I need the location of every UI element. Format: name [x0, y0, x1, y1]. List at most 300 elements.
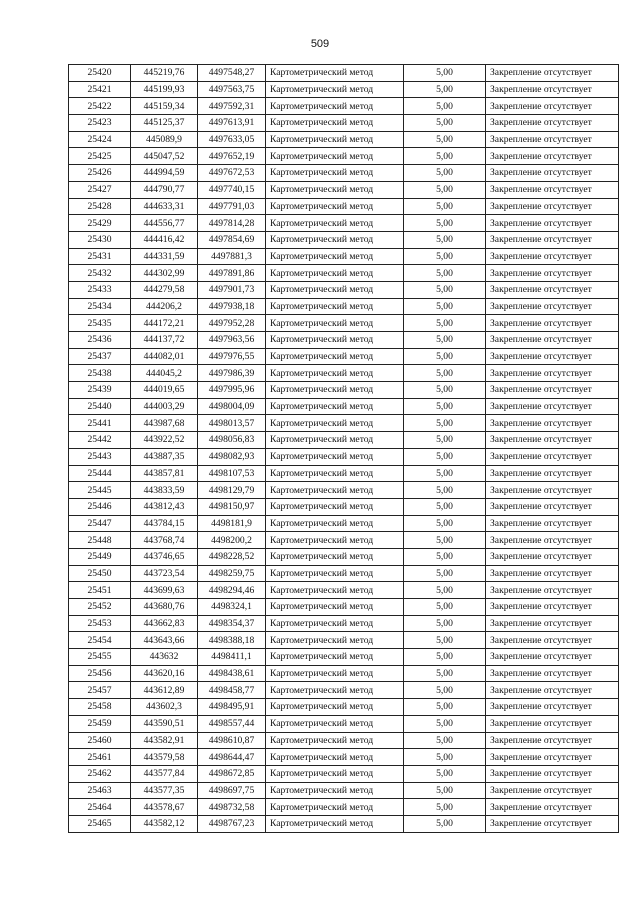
table-row: [69, 298, 619, 315]
fixing-description-cell: Закрепление отсутствует: [486, 565, 619, 582]
table-body: [69, 65, 619, 833]
table-row: [69, 448, 619, 465]
method-cell: Картометрический метод: [266, 498, 404, 515]
point-number-cell: 25436: [69, 332, 131, 349]
y-coordinate-cell: 4497563,75: [198, 81, 266, 98]
method-cell: Картометрический метод: [266, 415, 404, 432]
fixing-description-cell: Закрепление отсутствует: [486, 782, 619, 799]
fixing-description-cell: Закрепление отсутствует: [486, 81, 619, 98]
y-coordinate-cell: 4498732,58: [198, 799, 266, 816]
fixing-description-cell: Закрепление отсутствует: [486, 615, 619, 632]
x-coordinate-cell: 443578,67: [131, 799, 198, 816]
accuracy-cell: 5,00: [404, 332, 486, 349]
point-number-cell: 25435: [69, 315, 131, 332]
point-number-cell: 25451: [69, 582, 131, 599]
point-number-cell: 25453: [69, 615, 131, 632]
method-cell: Картометрический метод: [266, 482, 404, 499]
table-row: [69, 582, 619, 599]
table-row: [69, 215, 619, 232]
method-cell: Картометрический метод: [266, 315, 404, 332]
method-cell: Картометрический метод: [266, 265, 404, 282]
table-row: [69, 465, 619, 482]
table-row: [69, 565, 619, 582]
method-cell: Картометрический метод: [266, 382, 404, 399]
x-coordinate-cell: 443590,51: [131, 715, 198, 732]
method-cell: Картометрический метод: [266, 665, 404, 682]
fixing-description-cell: Закрепление отсутствует: [486, 315, 619, 332]
fixing-description-cell: Закрепление отсутствует: [486, 248, 619, 265]
fixing-description-cell: Закрепление отсутствует: [486, 265, 619, 282]
point-number-cell: 25439: [69, 382, 131, 399]
x-coordinate-cell: 444556,77: [131, 215, 198, 232]
fixing-description-cell: Закрепление отсутствует: [486, 281, 619, 298]
point-number-cell: 25445: [69, 482, 131, 499]
table-row: [69, 398, 619, 415]
y-coordinate-cell: 4497740,15: [198, 181, 266, 198]
point-number-cell: 25459: [69, 715, 131, 732]
method-cell: Картометрический метод: [266, 432, 404, 449]
y-coordinate-cell: 4498458,77: [198, 682, 266, 699]
point-number-cell: 25456: [69, 665, 131, 682]
fixing-description-cell: Закрепление отсутствует: [486, 482, 619, 499]
x-coordinate-cell: 444302,99: [131, 265, 198, 282]
method-cell: Картометрический метод: [266, 248, 404, 265]
accuracy-cell: 5,00: [404, 432, 486, 449]
y-coordinate-cell: 4497633,05: [198, 131, 266, 148]
fixing-description-cell: Закрепление отсутствует: [486, 165, 619, 182]
table-row: [69, 181, 619, 198]
x-coordinate-cell: 445219,76: [131, 65, 198, 82]
page-number: 509: [310, 38, 330, 50]
table-row: [69, 649, 619, 666]
fixing-description-cell: Закрепление отсутствует: [486, 799, 619, 816]
point-number-cell: 25461: [69, 749, 131, 766]
point-number-cell: 25427: [69, 181, 131, 198]
method-cell: Картометрический метод: [266, 448, 404, 465]
y-coordinate-cell: 4497891,86: [198, 265, 266, 282]
y-coordinate-cell: 4497548,27: [198, 65, 266, 82]
table-row: [69, 131, 619, 148]
x-coordinate-cell: 443922,52: [131, 432, 198, 449]
point-number-cell: 25450: [69, 565, 131, 582]
x-coordinate-cell: 444206,2: [131, 298, 198, 315]
x-coordinate-cell: 444279,58: [131, 281, 198, 298]
method-cell: Картометрический метод: [266, 115, 404, 132]
fixing-description-cell: Закрепление отсутствует: [486, 649, 619, 666]
table-row: [69, 315, 619, 332]
fixing-description-cell: Закрепление отсутствует: [486, 148, 619, 165]
x-coordinate-cell: 443833,59: [131, 482, 198, 499]
point-number-cell: 25447: [69, 515, 131, 532]
method-cell: Картометрический метод: [266, 365, 404, 382]
table-row: [69, 65, 619, 82]
fixing-description-cell: Закрепление отсутствует: [486, 699, 619, 716]
method-cell: Картометрический метод: [266, 181, 404, 198]
table-row: [69, 515, 619, 532]
point-number-cell: 25457: [69, 682, 131, 699]
point-number-cell: 25420: [69, 65, 131, 82]
table-row: [69, 98, 619, 115]
accuracy-cell: 5,00: [404, 649, 486, 666]
fixing-description-cell: Закрепление отсутствует: [486, 98, 619, 115]
method-cell: Картометрический метод: [266, 65, 404, 82]
fixing-description-cell: Закрепление отсутствует: [486, 298, 619, 315]
accuracy-cell: 5,00: [404, 532, 486, 549]
point-number-cell: 25463: [69, 782, 131, 799]
method-cell: Картометрический метод: [266, 231, 404, 248]
table-row: [69, 615, 619, 632]
y-coordinate-cell: 4498107,53: [198, 465, 266, 482]
x-coordinate-cell: 444416,42: [131, 231, 198, 248]
accuracy-cell: 5,00: [404, 298, 486, 315]
fixing-description-cell: Закрепление отсутствует: [486, 465, 619, 482]
accuracy-cell: 5,00: [404, 115, 486, 132]
fixing-description-cell: Закрепление отсутствует: [486, 665, 619, 682]
method-cell: Картометрический метод: [266, 298, 404, 315]
point-number-cell: 25462: [69, 765, 131, 782]
accuracy-cell: 5,00: [404, 448, 486, 465]
method-cell: Картометрический метод: [266, 348, 404, 365]
accuracy-cell: 5,00: [404, 131, 486, 148]
table-row: [69, 599, 619, 616]
x-coordinate-cell: 443987,68: [131, 415, 198, 432]
y-coordinate-cell: 4498259,75: [198, 565, 266, 582]
x-coordinate-cell: 443632: [131, 649, 198, 666]
fixing-description-cell: Закрепление отсутствует: [486, 765, 619, 782]
accuracy-cell: 5,00: [404, 599, 486, 616]
method-cell: Картометрический метод: [266, 332, 404, 349]
fixing-description-cell: Закрепление отсутствует: [486, 231, 619, 248]
y-coordinate-cell: 4497881,3: [198, 248, 266, 265]
point-number-cell: 25449: [69, 548, 131, 565]
fixing-description-cell: Закрепление отсутствует: [486, 448, 619, 465]
point-number-cell: 25454: [69, 632, 131, 649]
fixing-description-cell: Закрепление отсутствует: [486, 415, 619, 432]
y-coordinate-cell: 4498129,79: [198, 482, 266, 499]
point-number-cell: 25443: [69, 448, 131, 465]
point-number-cell: 25442: [69, 432, 131, 449]
point-number-cell: 25440: [69, 398, 131, 415]
x-coordinate-cell: 445125,37: [131, 115, 198, 132]
y-coordinate-cell: 4497952,28: [198, 315, 266, 332]
point-number-cell: 25441: [69, 415, 131, 432]
method-cell: Картометрический метод: [266, 782, 404, 799]
point-number-cell: 25458: [69, 699, 131, 716]
point-number-cell: 25433: [69, 281, 131, 298]
x-coordinate-cell: 443768,74: [131, 532, 198, 549]
point-number-cell: 25444: [69, 465, 131, 482]
y-coordinate-cell: 4497995,96: [198, 382, 266, 399]
accuracy-cell: 5,00: [404, 165, 486, 182]
x-coordinate-cell: 444045,2: [131, 365, 198, 382]
accuracy-cell: 5,00: [404, 98, 486, 115]
fixing-description-cell: Закрепление отсутствует: [486, 398, 619, 415]
table-row: [69, 115, 619, 132]
x-coordinate-cell: 444633,31: [131, 198, 198, 215]
table-row: [69, 265, 619, 282]
accuracy-cell: 5,00: [404, 148, 486, 165]
y-coordinate-cell: 4497938,18: [198, 298, 266, 315]
accuracy-cell: 5,00: [404, 215, 486, 232]
table-row: [69, 148, 619, 165]
point-number-cell: 25421: [69, 81, 131, 98]
x-coordinate-cell: 444172,21: [131, 315, 198, 332]
y-coordinate-cell: 4498495,91: [198, 699, 266, 716]
x-coordinate-cell: 444019,65: [131, 382, 198, 399]
y-coordinate-cell: 4498557,44: [198, 715, 266, 732]
point-number-cell: 25425: [69, 148, 131, 165]
accuracy-cell: 5,00: [404, 749, 486, 766]
x-coordinate-cell: 443582,12: [131, 815, 198, 832]
point-number-cell: 25434: [69, 298, 131, 315]
fixing-description-cell: Закрепление отсутствует: [486, 348, 619, 365]
table-row: [69, 415, 619, 432]
fixing-description-cell: Закрепление отсутствует: [486, 365, 619, 382]
table-row: [69, 231, 619, 248]
x-coordinate-cell: 443812,43: [131, 498, 198, 515]
point-number-cell: 25438: [69, 365, 131, 382]
method-cell: Картометрический метод: [266, 715, 404, 732]
method-cell: Картометрический метод: [266, 582, 404, 599]
point-number-cell: 25465: [69, 815, 131, 832]
x-coordinate-cell: 444082,01: [131, 348, 198, 365]
point-number-cell: 25448: [69, 532, 131, 549]
fixing-description-cell: Закрепление отсутствует: [486, 682, 619, 699]
x-coordinate-cell: 445047,52: [131, 148, 198, 165]
fixing-description-cell: Закрепление отсутствует: [486, 582, 619, 599]
fixing-description-cell: Закрепление отсутствует: [486, 515, 619, 532]
x-coordinate-cell: 444790,77: [131, 181, 198, 198]
fixing-description-cell: Закрепление отсутствует: [486, 715, 619, 732]
y-coordinate-cell: 4498082,93: [198, 448, 266, 465]
accuracy-cell: 5,00: [404, 699, 486, 716]
accuracy-cell: 5,00: [404, 582, 486, 599]
accuracy-cell: 5,00: [404, 465, 486, 482]
fixing-description-cell: Закрепление отсутствует: [486, 732, 619, 749]
fixing-description-cell: Закрепление отсутствует: [486, 599, 619, 616]
x-coordinate-cell: 443662,83: [131, 615, 198, 632]
accuracy-cell: 5,00: [404, 682, 486, 699]
table-row: [69, 332, 619, 349]
accuracy-cell: 5,00: [404, 65, 486, 82]
y-coordinate-cell: 4498004,09: [198, 398, 266, 415]
x-coordinate-cell: 444994,59: [131, 165, 198, 182]
fixing-description-cell: Закрепление отсутствует: [486, 65, 619, 82]
accuracy-cell: 5,00: [404, 665, 486, 682]
table-row: [69, 498, 619, 515]
accuracy-cell: 5,00: [404, 248, 486, 265]
accuracy-cell: 5,00: [404, 782, 486, 799]
method-cell: Картометрический метод: [266, 815, 404, 832]
y-coordinate-cell: 4497672,53: [198, 165, 266, 182]
accuracy-cell: 5,00: [404, 482, 486, 499]
method-cell: Картометрический метод: [266, 98, 404, 115]
x-coordinate-cell: 443784,15: [131, 515, 198, 532]
fixing-description-cell: Закрепление отсутствует: [486, 382, 619, 399]
fixing-description-cell: Закрепление отсутствует: [486, 181, 619, 198]
accuracy-cell: 5,00: [404, 81, 486, 98]
accuracy-cell: 5,00: [404, 365, 486, 382]
accuracy-cell: 5,00: [404, 732, 486, 749]
x-coordinate-cell: 445159,34: [131, 98, 198, 115]
table-row: [69, 432, 619, 449]
method-cell: Картометрический метод: [266, 765, 404, 782]
point-number-cell: 25423: [69, 115, 131, 132]
method-cell: Картометрический метод: [266, 165, 404, 182]
accuracy-cell: 5,00: [404, 765, 486, 782]
fixing-description-cell: Закрепление отсутствует: [486, 498, 619, 515]
fixing-description-cell: Закрепление отсутствует: [486, 548, 619, 565]
y-coordinate-cell: 4497854,69: [198, 231, 266, 248]
y-coordinate-cell: 4498697,75: [198, 782, 266, 799]
table-row: [69, 665, 619, 682]
method-cell: Картометрический метод: [266, 615, 404, 632]
point-number-cell: 25446: [69, 498, 131, 515]
x-coordinate-cell: 444137,72: [131, 332, 198, 349]
accuracy-cell: 5,00: [404, 498, 486, 515]
point-number-cell: 25455: [69, 649, 131, 666]
table-row: [69, 732, 619, 749]
x-coordinate-cell: 443857,81: [131, 465, 198, 482]
fixing-description-cell: Закрепление отсутствует: [486, 198, 619, 215]
method-cell: Картометрический метод: [266, 398, 404, 415]
method-cell: Картометрический метод: [266, 682, 404, 699]
table-row: [69, 248, 619, 265]
x-coordinate-cell: 443643,66: [131, 632, 198, 649]
x-coordinate-cell: 443746,65: [131, 548, 198, 565]
point-number-cell: 25437: [69, 348, 131, 365]
table-row: [69, 715, 619, 732]
table-row: [69, 365, 619, 382]
y-coordinate-cell: 4498056,83: [198, 432, 266, 449]
accuracy-cell: 5,00: [404, 265, 486, 282]
y-coordinate-cell: 4498181,9: [198, 515, 266, 532]
fixing-description-cell: Закрепление отсутствует: [486, 115, 619, 132]
y-coordinate-cell: 4498150,97: [198, 498, 266, 515]
accuracy-cell: 5,00: [404, 415, 486, 432]
method-cell: Картометрический метод: [266, 632, 404, 649]
y-coordinate-cell: 4498324,1: [198, 599, 266, 616]
x-coordinate-cell: 443577,35: [131, 782, 198, 799]
y-coordinate-cell: 4497814,28: [198, 215, 266, 232]
x-coordinate-cell: 443582,91: [131, 732, 198, 749]
y-coordinate-cell: 4498610,87: [198, 732, 266, 749]
table-row: [69, 165, 619, 182]
method-cell: Картометрический метод: [266, 515, 404, 532]
point-number-cell: 25431: [69, 248, 131, 265]
accuracy-cell: 5,00: [404, 815, 486, 832]
method-cell: Картометрический метод: [266, 281, 404, 298]
y-coordinate-cell: 4497592,31: [198, 98, 266, 115]
table-row: [69, 799, 619, 816]
accuracy-cell: 5,00: [404, 231, 486, 248]
table-row: [69, 815, 619, 832]
y-coordinate-cell: 4498388,18: [198, 632, 266, 649]
method-cell: Картометрический метод: [266, 532, 404, 549]
x-coordinate-cell: 443887,35: [131, 448, 198, 465]
method-cell: Картометрический метод: [266, 565, 404, 582]
y-coordinate-cell: 4498438,61: [198, 665, 266, 682]
accuracy-cell: 5,00: [404, 715, 486, 732]
fixing-description-cell: Закрепление отсутствует: [486, 215, 619, 232]
method-cell: Картометрический метод: [266, 649, 404, 666]
accuracy-cell: 5,00: [404, 398, 486, 415]
y-coordinate-cell: 4498200,2: [198, 532, 266, 549]
method-cell: Картометрический метод: [266, 198, 404, 215]
accuracy-cell: 5,00: [404, 799, 486, 816]
table-row: [69, 382, 619, 399]
method-cell: Картометрический метод: [266, 548, 404, 565]
coordinates-table: [68, 64, 619, 833]
y-coordinate-cell: 4497613,91: [198, 115, 266, 132]
y-coordinate-cell: 4497976,55: [198, 348, 266, 365]
accuracy-cell: 5,00: [404, 198, 486, 215]
method-cell: Картометрический метод: [266, 81, 404, 98]
accuracy-cell: 5,00: [404, 632, 486, 649]
y-coordinate-cell: 4498644,47: [198, 749, 266, 766]
x-coordinate-cell: 443602,3: [131, 699, 198, 716]
table-row: [69, 548, 619, 565]
x-coordinate-cell: 443579,58: [131, 749, 198, 766]
fixing-description-cell: Закрепление отсутствует: [486, 815, 619, 832]
table-row: [69, 749, 619, 766]
table-row: [69, 482, 619, 499]
accuracy-cell: 5,00: [404, 548, 486, 565]
point-number-cell: 25426: [69, 165, 131, 182]
y-coordinate-cell: 4497986,39: [198, 365, 266, 382]
x-coordinate-cell: 443612,89: [131, 682, 198, 699]
y-coordinate-cell: 4498228,52: [198, 548, 266, 565]
accuracy-cell: 5,00: [404, 315, 486, 332]
x-coordinate-cell: 443699,63: [131, 582, 198, 599]
y-coordinate-cell: 4497901,73: [198, 281, 266, 298]
y-coordinate-cell: 4498672,85: [198, 765, 266, 782]
y-coordinate-cell: 4498013,57: [198, 415, 266, 432]
fixing-description-cell: Закрепление отсутствует: [486, 432, 619, 449]
method-cell: Картометрический метод: [266, 131, 404, 148]
y-coordinate-cell: 4497791,03: [198, 198, 266, 215]
point-number-cell: 25429: [69, 215, 131, 232]
method-cell: Картометрический метод: [266, 215, 404, 232]
y-coordinate-cell: 4498411,1: [198, 649, 266, 666]
point-number-cell: 25430: [69, 231, 131, 248]
x-coordinate-cell: 443680,76: [131, 599, 198, 616]
x-coordinate-cell: 445199,93: [131, 81, 198, 98]
x-coordinate-cell: 443723,54: [131, 565, 198, 582]
method-cell: Картометрический метод: [266, 465, 404, 482]
x-coordinate-cell: 445089,9: [131, 131, 198, 148]
method-cell: Картометрический метод: [266, 749, 404, 766]
fixing-description-cell: Закрепление отсутствует: [486, 532, 619, 549]
table-row: [69, 348, 619, 365]
table-row: [69, 532, 619, 549]
fixing-description-cell: Закрепление отсутствует: [486, 131, 619, 148]
x-coordinate-cell: 443577,84: [131, 765, 198, 782]
method-cell: Картометрический метод: [266, 732, 404, 749]
table-row: [69, 765, 619, 782]
accuracy-cell: 5,00: [404, 565, 486, 582]
method-cell: Картометрический метод: [266, 148, 404, 165]
point-number-cell: 25452: [69, 599, 131, 616]
y-coordinate-cell: 4498354,37: [198, 615, 266, 632]
y-coordinate-cell: 4498294,46: [198, 582, 266, 599]
accuracy-cell: 5,00: [404, 615, 486, 632]
point-number-cell: 25422: [69, 98, 131, 115]
point-number-cell: 25432: [69, 265, 131, 282]
y-coordinate-cell: 4497963,56: [198, 332, 266, 349]
point-number-cell: 25428: [69, 198, 131, 215]
fixing-description-cell: Закрепление отсутствует: [486, 632, 619, 649]
